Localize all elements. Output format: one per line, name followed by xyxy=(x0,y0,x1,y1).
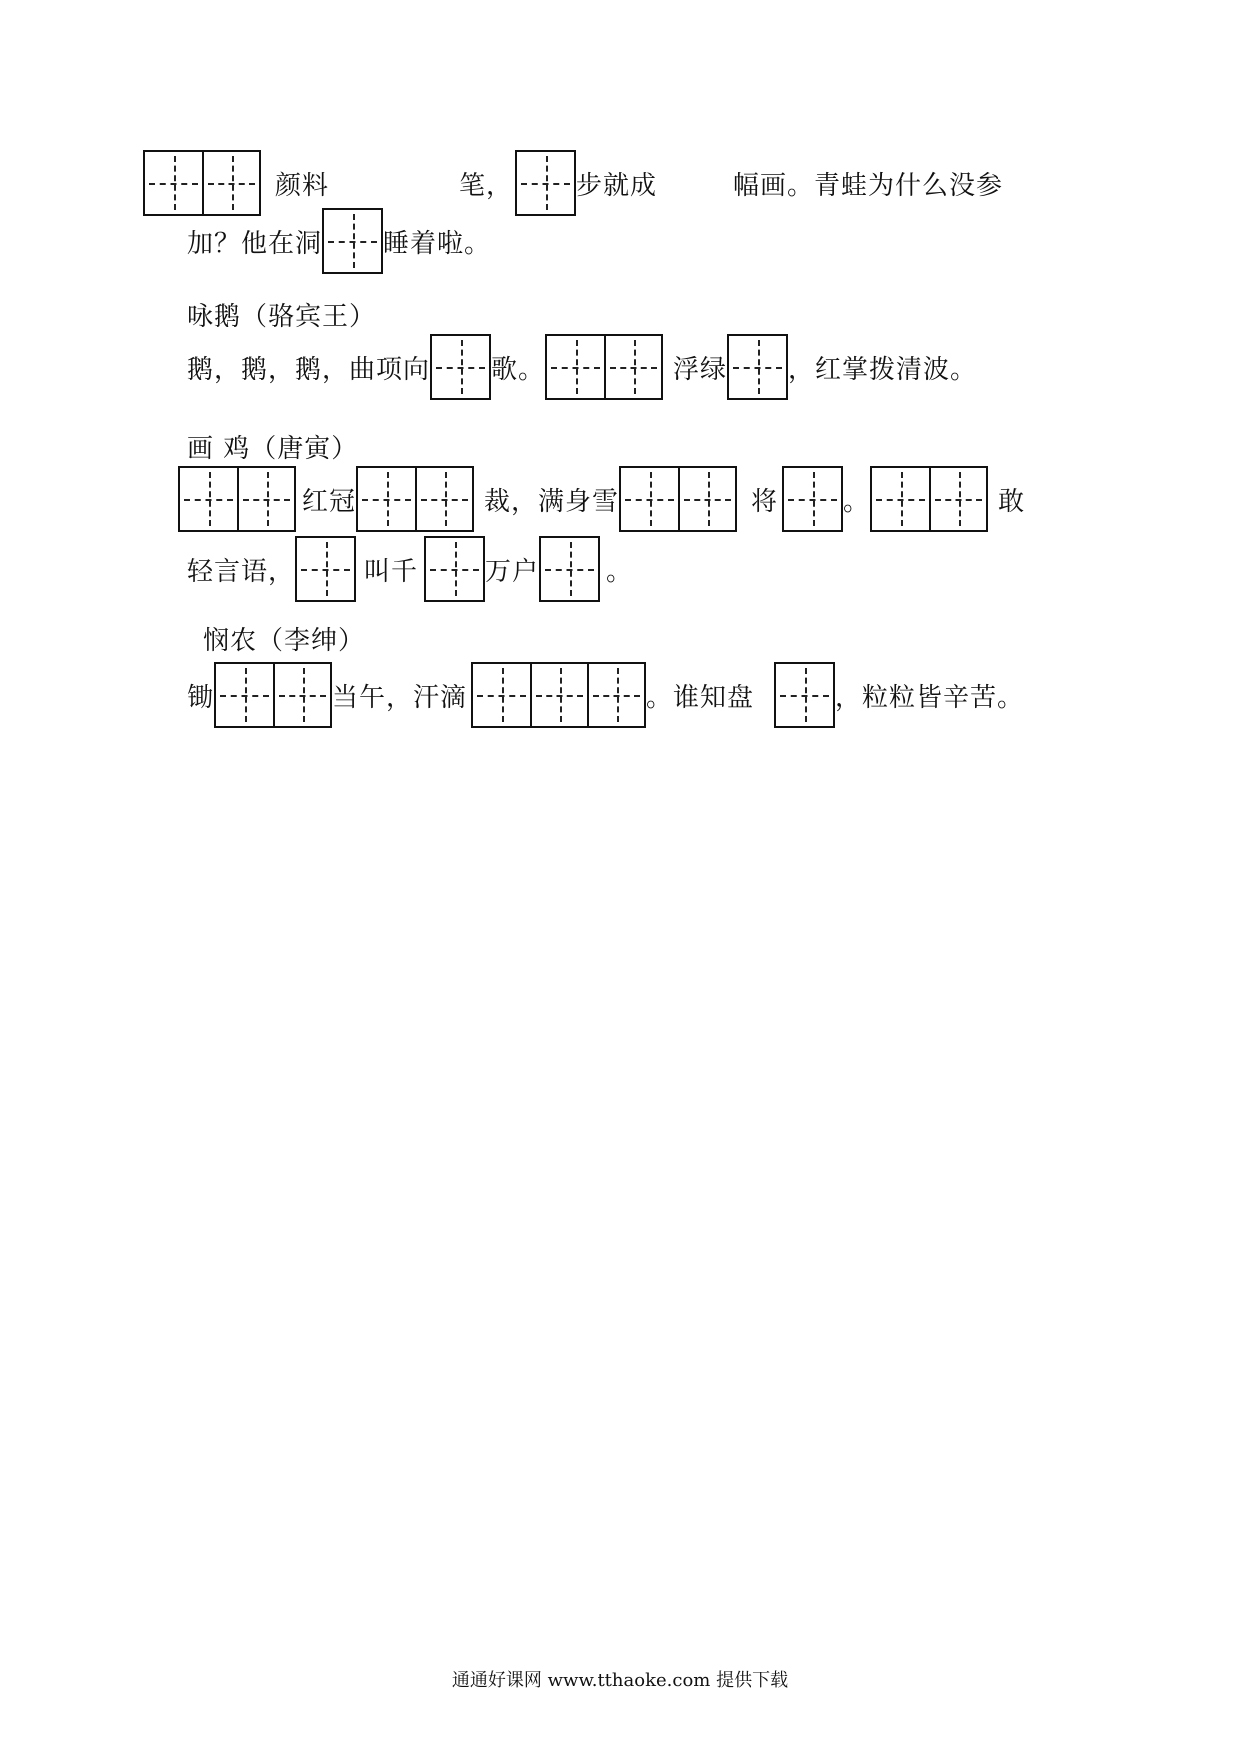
writing-cell[interactable] xyxy=(358,468,415,530)
answer-box-3[interactable] xyxy=(471,662,646,728)
text: 轻言语， xyxy=(187,556,296,587)
text: 红冠 xyxy=(302,486,357,517)
writing-cell[interactable] xyxy=(547,336,604,398)
writing-cell[interactable] xyxy=(517,152,574,214)
poem-2-line-1 xyxy=(178,466,1025,532)
poem-1-line xyxy=(187,334,977,400)
poem-title: 悯农（李绅） xyxy=(203,626,366,656)
text: 万户 xyxy=(485,556,540,587)
writing-cell[interactable] xyxy=(297,538,354,600)
writing-cell[interactable] xyxy=(324,210,381,272)
writing-cell[interactable] xyxy=(929,468,986,530)
text: 锄 xyxy=(187,682,215,713)
text: 颜料 xyxy=(275,170,330,201)
answer-box-1[interactable] xyxy=(727,334,788,400)
writing-cell[interactable] xyxy=(237,468,294,530)
writing-cell[interactable] xyxy=(541,538,598,600)
text: ，红掌拨清波。 xyxy=(788,354,978,385)
answer-box-1[interactable] xyxy=(782,466,843,532)
text: 。 xyxy=(606,556,634,587)
text: 叫千 xyxy=(364,556,419,587)
line-2 xyxy=(187,208,491,274)
writing-cell[interactable] xyxy=(621,468,678,530)
writing-cell[interactable] xyxy=(180,468,237,530)
writing-cell[interactable] xyxy=(604,336,661,398)
answer-box-2[interactable] xyxy=(178,466,296,532)
poem-title-hua-ji xyxy=(187,428,358,465)
text: 鹅，鹅，鹅，曲项向 xyxy=(187,354,431,385)
answer-box-2[interactable] xyxy=(870,466,988,532)
answer-box-2[interactable] xyxy=(214,662,332,728)
answer-box-2[interactable] xyxy=(545,334,663,400)
text: ，粒粒皆辛苦。 xyxy=(835,682,1025,713)
text: 幅画。青蛙为什么没参 xyxy=(733,170,1004,201)
text: 裁，满身雪 xyxy=(484,486,620,517)
writing-cell[interactable] xyxy=(432,336,489,398)
answer-box-2[interactable] xyxy=(619,466,737,532)
writing-cell[interactable] xyxy=(587,664,644,726)
writing-cell[interactable] xyxy=(678,468,735,530)
writing-cell[interactable] xyxy=(776,664,833,726)
text: 当午，汗滴 xyxy=(332,682,468,713)
answer-box-1[interactable] xyxy=(774,662,835,728)
text: 歌。 xyxy=(491,354,546,385)
writing-cell[interactable] xyxy=(729,336,786,398)
writing-cell[interactable] xyxy=(202,152,259,214)
writing-cell[interactable] xyxy=(530,664,587,726)
poem-3-line xyxy=(187,662,1024,728)
writing-cell[interactable] xyxy=(872,468,929,530)
text: 。谁知盘 xyxy=(646,682,755,713)
poem-title-yong-e xyxy=(187,296,376,333)
text: 浮绿 xyxy=(673,354,728,385)
text: 加？他在洞 xyxy=(187,228,323,259)
text: 将 xyxy=(751,486,779,517)
text: 敢 xyxy=(998,486,1026,517)
writing-cell[interactable] xyxy=(426,538,483,600)
text: 步就成 xyxy=(576,170,658,201)
answer-box-1[interactable] xyxy=(424,536,485,602)
writing-cell[interactable] xyxy=(473,664,530,726)
text: 。 xyxy=(843,486,871,517)
text: 笔， xyxy=(459,170,514,201)
poem-title: 咏鹅（骆宾王） xyxy=(187,302,377,332)
writing-cell[interactable] xyxy=(784,468,841,530)
writing-cell[interactable] xyxy=(273,664,330,726)
poem-2-line-2 xyxy=(187,536,633,602)
writing-cell[interactable] xyxy=(145,152,202,214)
answer-box-1[interactable] xyxy=(515,150,576,216)
poem-title: 画 鸡（唐寅） xyxy=(187,434,359,464)
answer-box-2[interactable] xyxy=(143,150,261,216)
footer-source: 通通好课网 www.tthaoke.com 提供下载 xyxy=(451,1670,789,1691)
text: 睡着啦。 xyxy=(383,228,492,259)
writing-cell[interactable] xyxy=(216,664,273,726)
line-1 xyxy=(143,150,1003,216)
answer-box-1[interactable] xyxy=(539,536,600,602)
poem-title-min-nong xyxy=(203,620,365,657)
answer-box-1[interactable] xyxy=(430,334,491,400)
answer-box-1[interactable] xyxy=(295,536,356,602)
writing-cell[interactable] xyxy=(415,468,472,530)
answer-box-2[interactable] xyxy=(356,466,474,532)
answer-box-1[interactable] xyxy=(322,208,383,274)
